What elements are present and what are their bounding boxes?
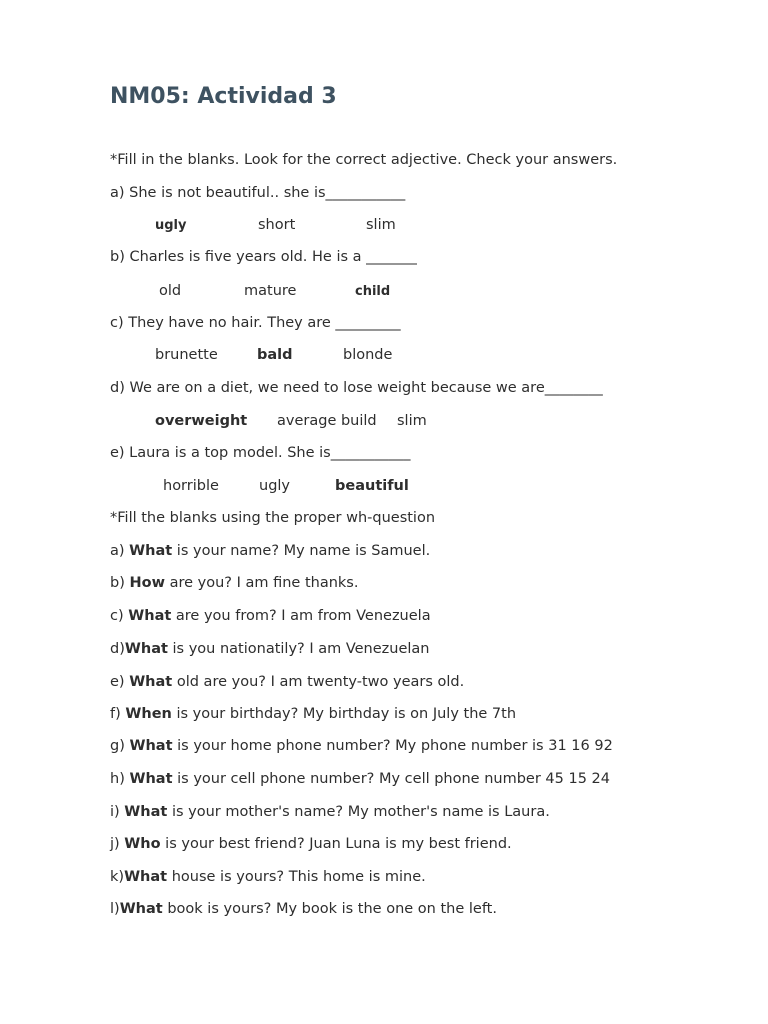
wh-item-text: are you? I am fine thanks. <box>164 575 359 591</box>
wh-item-text: is your name? My name is Samuel. <box>172 543 431 559</box>
wh-item-text: is your home phone number? My phone number is 31 16 92 <box>172 738 613 754</box>
wh-item-answer: How <box>129 575 165 591</box>
wh-item-text: is your best friend? Juan Luna is my best friend. <box>160 836 512 852</box>
wh-item-prefix: l) <box>110 901 120 917</box>
wh-item-prefix: e) <box>110 674 130 690</box>
question-c-option-2: bald <box>257 347 293 363</box>
wh-item-d <box>110 640 430 658</box>
wh-item-prefix: g) <box>110 738 130 754</box>
wh-item-answer: What <box>129 674 173 690</box>
wh-item-answer: What <box>124 641 168 657</box>
question-b-prompt: b) Charles is five years old. He is a _______ <box>110 249 417 265</box>
wh-item-prefix: h) <box>110 771 130 787</box>
question-c-prompt: c) They have no hair. They are _________ <box>110 315 401 331</box>
question-a-option-2: short <box>258 217 296 233</box>
wh-item-answer: When <box>125 706 172 722</box>
wh-item-g <box>110 737 613 755</box>
question-b-option-2: mature <box>244 283 297 299</box>
question-d-option-1: overweight <box>155 413 248 429</box>
wh-item-prefix: c) <box>110 608 129 624</box>
part2-instruction: *Fill the blanks using the proper wh-question <box>110 510 436 526</box>
wh-item-answer: Who <box>124 836 161 852</box>
wh-item-text: is your mother's name? My mother's name is Laura. <box>167 804 550 820</box>
question-e-option-1: horrible <box>163 478 219 494</box>
wh-item-prefix: j) <box>110 836 125 852</box>
wh-item-e <box>110 673 464 691</box>
question-a-prompt: a) She is not beautiful.. she is___________ <box>110 185 406 201</box>
wh-item-answer: What <box>129 543 173 559</box>
wh-item-text: are you from? I am from Venezuela <box>171 608 431 624</box>
wh-item-prefix: d) <box>110 641 125 657</box>
question-c-option-3: blonde <box>343 347 393 363</box>
question-d-prompt: d) We are on a diet, we need to lose weight because we are________ <box>110 380 603 396</box>
wh-item-text: is your birthday? My birthday is on July the 7th <box>171 706 517 722</box>
wh-item-k <box>110 868 426 886</box>
wh-item-a <box>110 542 430 560</box>
question-d-option-3: slim <box>397 413 427 429</box>
question-c-option-1: brunette <box>155 347 218 363</box>
question-a-option-1: ugly <box>155 218 187 233</box>
part1-instruction: *Fill in the blanks. Look for the correct adjective. Check your answers. <box>110 152 618 168</box>
wh-item-prefix: f) <box>110 706 126 722</box>
question-d-option-2: average build <box>277 413 377 429</box>
wh-item-answer: What <box>124 804 168 820</box>
wh-item-prefix: a) <box>110 543 130 559</box>
wh-item-answer: What <box>124 869 168 885</box>
wh-item-answer: What <box>119 901 163 917</box>
question-b-option-3: child <box>355 284 391 299</box>
wh-item-text: is you nationatily? I am Venezuelan <box>167 641 430 657</box>
question-b-option-1: old <box>159 283 182 299</box>
wh-item-l <box>110 900 497 918</box>
wh-item-text: is your cell phone number? My cell phone number 45 15 24 <box>172 771 610 787</box>
wh-item-h <box>110 770 610 788</box>
question-e-option-2: ugly <box>259 478 291 494</box>
question-e-option-3: beautiful <box>335 478 409 494</box>
wh-item-text: book is yours? My book is the one on the left. <box>162 901 497 917</box>
wh-item-prefix: i) <box>110 804 125 820</box>
wh-item-text: house is yours? This home is mine. <box>167 869 426 885</box>
wh-item-prefix: b) <box>110 575 130 591</box>
wh-item-b <box>110 574 358 592</box>
wh-item-answer: What <box>129 771 173 787</box>
wh-item-f <box>110 705 516 723</box>
wh-item-j <box>110 835 512 853</box>
page-title: NM05: Actividad 3 <box>110 84 337 109</box>
wh-item-i <box>110 803 550 821</box>
question-a-option-3: slim <box>366 217 396 233</box>
wh-item-answer: What <box>129 738 173 754</box>
wh-item-text: old are you? I am twenty-two years old. <box>172 674 465 690</box>
wh-item-prefix: k) <box>110 869 125 885</box>
wh-item-c <box>110 607 431 625</box>
wh-item-answer: What <box>128 608 172 624</box>
question-e-prompt: e) Laura is a top model. She is___________ <box>110 445 411 461</box>
